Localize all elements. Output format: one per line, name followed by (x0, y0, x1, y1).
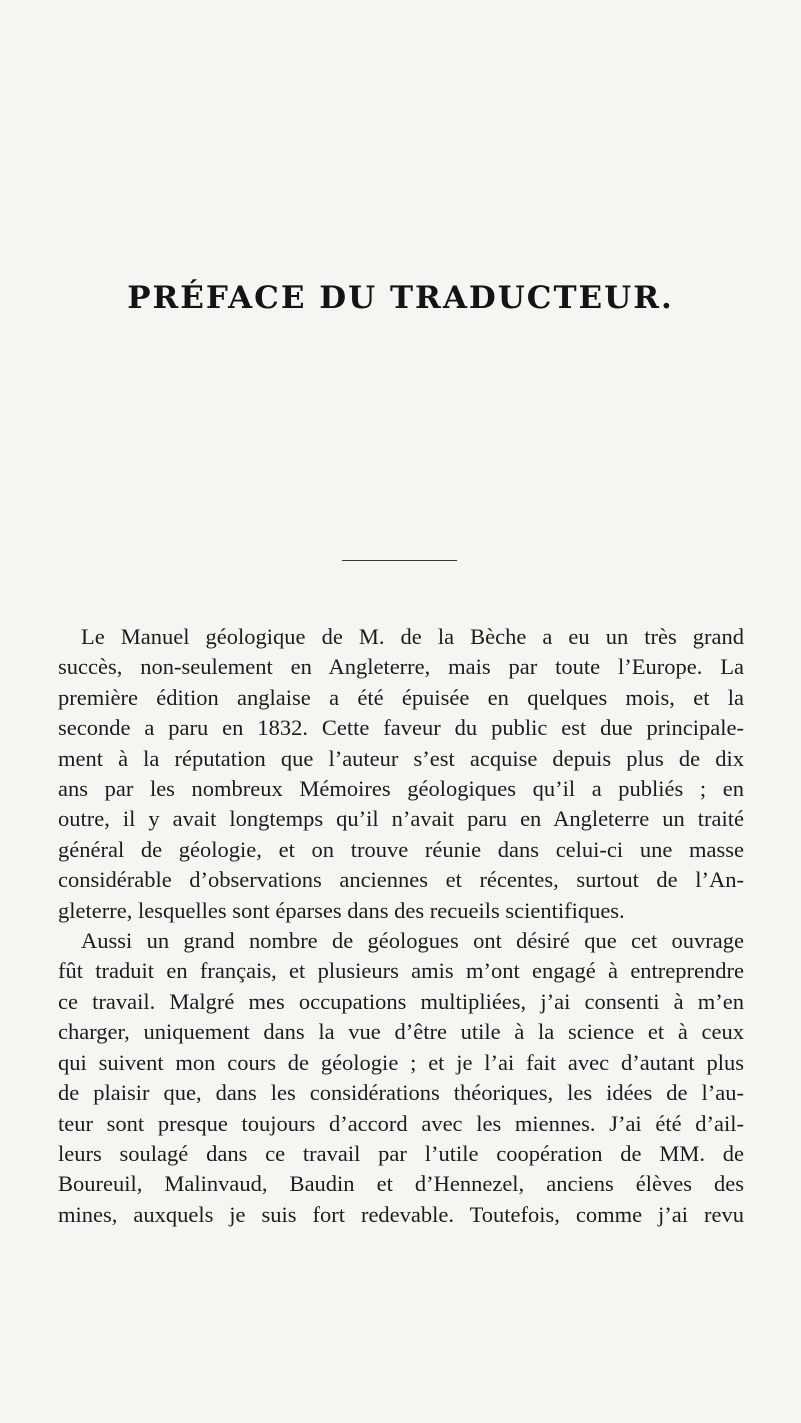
text-line: général de géologie, et on trouve réunie dans celui-ci une masse (58, 836, 744, 862)
text-line: considérable d’observations anciennes et récentes, surtout de l’An- (58, 867, 744, 893)
page-title: PRÉFACE DU TRADUCTEUR. (127, 280, 674, 316)
text-line: qui suivent mon cours de géologie ; et je l’ai fait avec d’autant plus (58, 1049, 744, 1075)
text-line: fût traduit en français, et plusieurs amis m’ont engagé à entreprendre (58, 958, 744, 984)
text-line: teur sont presque toujours d’accord avec les miennes. J’ai été d’ail- (58, 1110, 744, 1136)
text-line: ans par les nombreux Mémoires géologiques qu’il a publiés ; en (58, 776, 744, 802)
text-line: mines, auxquels je suis fort redevable. Toutefois, comme j’ai revu (58, 1201, 744, 1227)
text-line: ment à la réputation que l’auteur s’est acquise depuis plus de dix (58, 745, 744, 771)
text-line: ce travail. Malgré mes occupations multipliées, j’ai consenti à m’en (58, 988, 744, 1014)
text-line: de plaisir que, dans les considérations théoriques, les idées de l’au- (58, 1080, 744, 1106)
text-line: succès, non-seulement en Angleterre, mais par toute l’Europe. La (58, 654, 744, 680)
text-line: Le Manuel géologique de M. de la Bèche a eu un très grand (81, 624, 744, 649)
text-line: seconde a paru en 1832. Cette faveur du public est due principale- (58, 715, 744, 741)
body-text (58, 622, 744, 1230)
text-line: Aussi un grand nombre de géologues ont désiré que cet ouvrage (81, 928, 744, 954)
title-divider (342, 560, 457, 561)
text-line: charger, uniquement dans la vue d’être utile à la science et à ceux (58, 1019, 744, 1045)
text-line: Boureuil, Malinvaud, Baudin et d’Hennezel, anciens élèves des (58, 1171, 744, 1197)
text-line: première édition anglaise a été épuisée en quelques mois, et la (58, 684, 744, 710)
text-line: leurs soulagé dans ce travail par l’utile coopération de MM. de (58, 1140, 744, 1166)
text-line: gleterre, lesquelles sont éparses dans des recueils scientifiques. (58, 897, 625, 923)
text-line: outre, il y avait longtemps qu’il n’avait paru en Angleterre un traité (58, 806, 744, 832)
